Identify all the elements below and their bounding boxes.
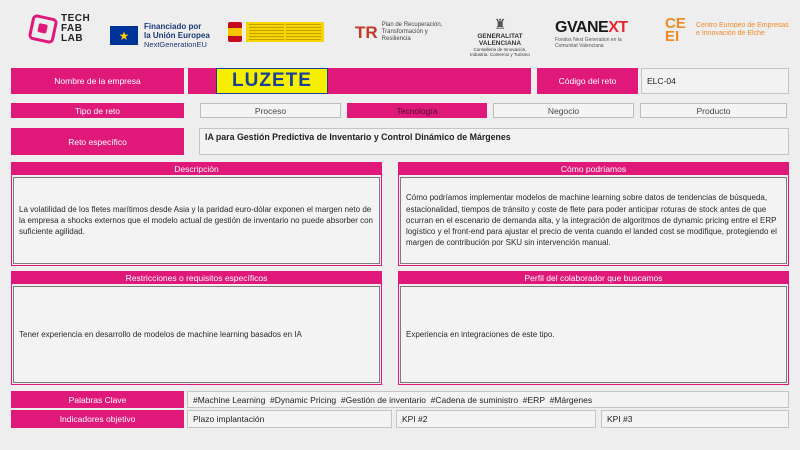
generalitat-emblem-icon: ♜ — [493, 16, 507, 32]
type-option-producto[interactable]: Producto — [640, 103, 787, 118]
ministry-banner — [246, 22, 324, 42]
kpi-2-field: KPI #2 — [396, 410, 596, 428]
keywords-field: #Machine Learning #Dynamic Pricing #Gestión de inventario #Cadena de suministro #ERP #Márgenes — [187, 391, 789, 408]
prtr-mark: TR — [355, 22, 378, 42]
ceei-text: Centro Europeo de Empresas e Innovación de Elche — [696, 21, 789, 37]
specific-challenge-field: IA para Gestión Predictiva de Inventario y Control Dinámico de Márgenes — [199, 128, 789, 155]
techfablab-line-2: FAB — [61, 23, 83, 34]
company-name-label: Nombre de la empresa — [11, 68, 184, 94]
challenge-code-field: ELC-04 — [641, 68, 789, 94]
generalitat-logo — [465, 16, 535, 57]
indicators-label: Indicadores objetivo — [11, 410, 184, 428]
techfablab-line-3: LAB — [61, 33, 84, 44]
challenge-type-label: Tipo de reto — [11, 103, 184, 118]
kpi-3-field: KPI #3 — [601, 410, 789, 428]
restrictions-text: Tener experiencia en desarrollo de modelos de machine learning basados en IA — [13, 286, 380, 383]
gvanext-mark-b: XT — [608, 19, 628, 36]
type-option-proceso[interactable]: Proceso — [200, 103, 341, 118]
eu-flag-icon: ★ — [110, 26, 138, 45]
how-might-we-title: Cómo podríamos — [398, 162, 789, 175]
generalitat-text: GENERALITAT VALENCIANA — [477, 33, 523, 47]
company-logo — [216, 68, 328, 94]
gobierno-espana-logo — [228, 22, 324, 42]
generalitat-sub: Conselleria de Innovación, Industria, Comercio y Turismo — [470, 47, 530, 57]
keywords-label: Palabras Clave — [11, 391, 184, 408]
how-might-we-text: Cómo podríamos implementar modelos de machine learning sobre datos de tendencias de búsqueda, estacionalidad, tiempos de tránsito y coste de flete para poder anticipar roturas de stock antes de que ocurran en el escenario de demanda alta, y la integración de algoritmos de dynamic pricing entre el ERP logístico y el front-end para ajustar el precio de venta cuando el landed cost se modifique, protegiendo el margen de contribución por SKU sin intervención manual. — [400, 177, 787, 264]
specific-challenge-label: Reto específico — [11, 128, 184, 155]
gvanext-logo — [555, 19, 630, 49]
prtr-logo — [355, 22, 450, 43]
techfablab-logo — [30, 14, 90, 44]
collaborator-profile-text: Experiencia en integraciones de este tipo. — [400, 286, 787, 383]
type-option-negocio[interactable]: Negocio — [493, 103, 634, 118]
eu-text-3: NextGenerationEU — [144, 40, 207, 49]
ceei-mark: CE EI — [665, 15, 686, 45]
ceei-logo — [665, 17, 791, 43]
description-text: La volatilidad de los fletes marítimos desde Asia y la paridad euro-dólar exponen el margen neto de la empresa a shocks externos que el modelo actual de gestión de inventario no puede absorber con suficiente agilidad. — [13, 177, 380, 264]
gvanext-mark-a: GVANE — [555, 19, 609, 36]
challenge-code-label: Código del reto — [537, 68, 638, 94]
logo-bar — [0, 0, 800, 62]
eu-text-2: la Unión Europea — [144, 31, 210, 40]
type-option-tecnologia[interactable]: Tecnología — [347, 103, 487, 118]
company-logo-text: LUZETE — [232, 70, 312, 91]
techfablab-line-1: TECH — [61, 13, 91, 24]
kpi-1-field: Plazo implantación — [187, 410, 392, 428]
prtr-text: Plan de Recuperación, Transformación y Resiliencia — [381, 22, 443, 42]
collaborator-profile-title: Perfil del colaborador que buscamos — [398, 271, 789, 284]
techfablab-cube-icon — [28, 14, 59, 45]
eu-funding-logo — [110, 22, 210, 49]
eu-text-1: Financiado por — [144, 22, 202, 31]
restrictions-title: Restricciones o requisitos específicos — [11, 271, 382, 284]
description-title: Descripción — [11, 162, 382, 175]
gvanext-sub: Fondos Next Generation en la Comunitat Valenciana — [555, 37, 622, 49]
spain-coat-of-arms-icon — [228, 22, 242, 42]
